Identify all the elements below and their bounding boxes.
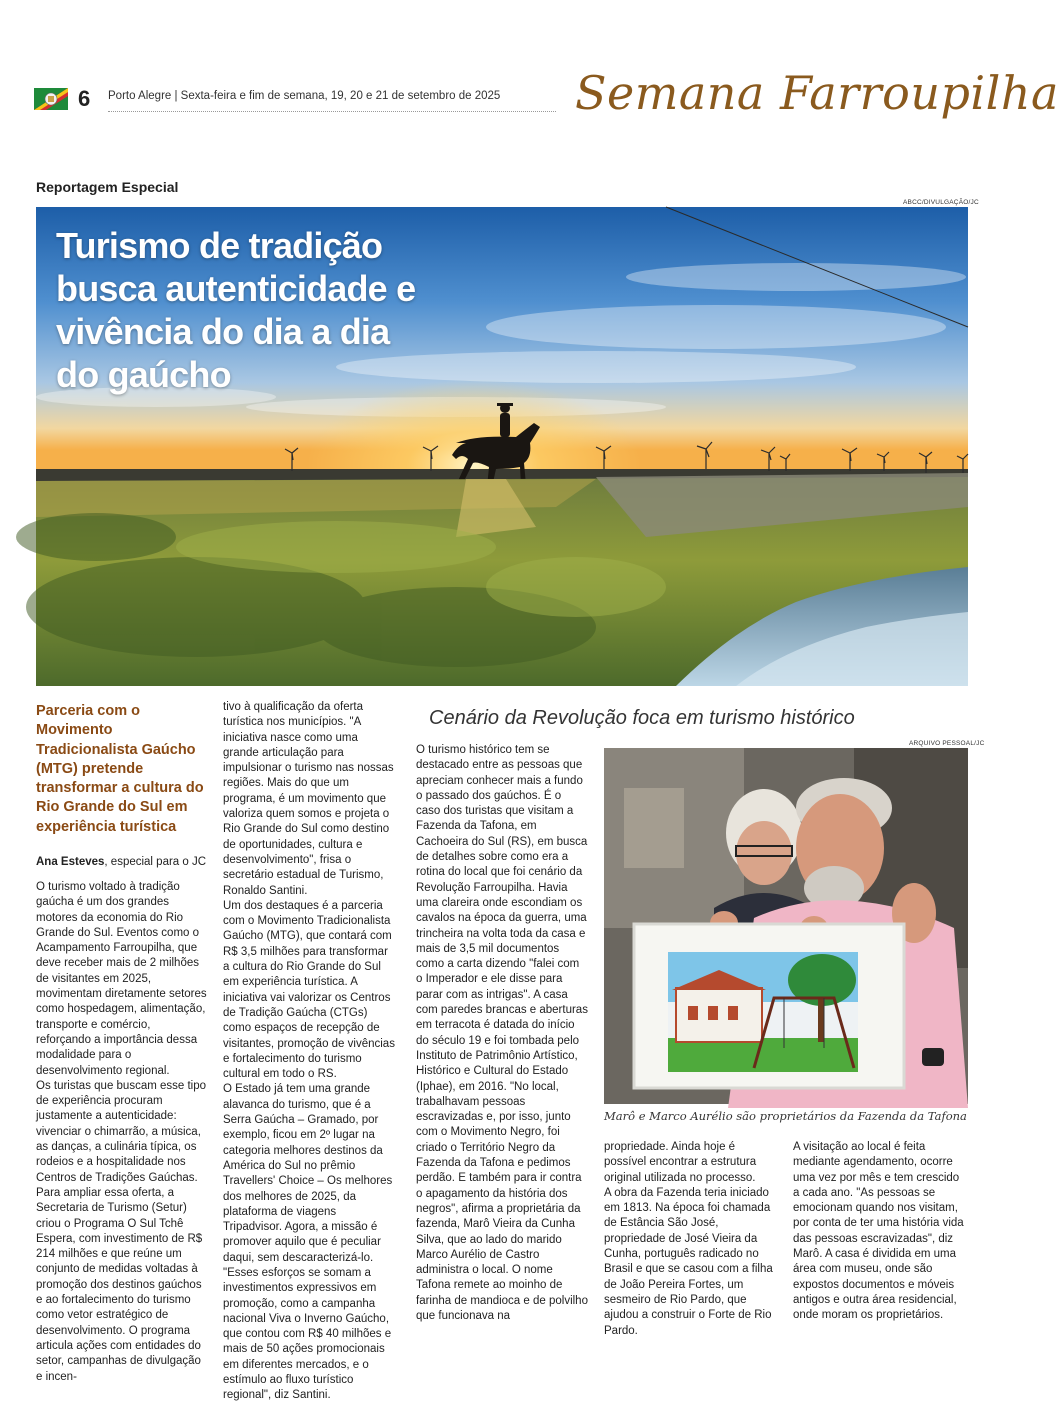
section-title: Semana Farroupilha [575,66,1059,120]
kicker: Reportagem Especial [36,179,179,195]
hero-photo-credit: ABCC/DIVULGAÇÃO/JC [903,199,979,206]
author-name: Ana Esteves [36,856,105,868]
photo-caption: Marô e Marco Aurélio são proprietários da Fazenda da Tafona [604,1109,967,1123]
photo-credit: ARQUIVO PESSOAL/JC [909,740,985,747]
couple-photo [604,748,968,1104]
article-column-1: O turismo voltado à tradição gaúcha é um dos grandes motores da economia do Rio Grande do Sul. Eventos como o Acampamento Farroupilha, que deve receber mais de 2 milhões de visitantes em 2025, movimentam diretamente setores como hospedagem, alimentação, transporte e comércio, reforçando a importância dessa modalidade para o desenvolvimento regional. Os turistas que buscam esse tipo de experiência procuram justamente a autenticidade: vivenciar o chimarrão, a música, as danças, a culinária típica, os rodeios e a hospitalidade nos Centros de Tradições Gaúchas. Para ampliar essa oferta, a Secretaria de Turismo (Setur) criou o Programa O Sul Tchê Espera, com investimento de R$ 214 milhões e que reúne um conjunto de medidas voltadas à promoção dos destinos gaúchos e ao fortalecimento do turismo como vetor estratégico de desenvolvimento. O programa articula ações com entidades do setor, campanhas de divulgação e incen- [36,881,207,1383]
article-column-3: O turismo histórico tem se destacado entre as pessoas que apreciam conhecer mais a fundo o passado dos gaúchos. É o caso dos turistas que visitam a Fazenda da Tafona, em Cachoeira do Sul (RS), em busca de detalhes sobre como era a rotina do local que foi cenário da Revolução Farroupilha. Havia uma clareira onde escondiam os cavalos na época da guerra, uma trincheira na volta toda da casa e mais de 3,5 mil documentos como a carta dizendo "falei com o Imperador e ele disse para parar com as intrigas". A casa com paredes brancas e aberturas em terracota é datada do início do século 19 e foi tombada pelo Instituto de Patrimônio Artístico, Histórico e Cultural do Estado (Iphae), em 2016. "No local, trabalhavam pessoas escravizadas e, por isso, junto com o Movimento Negro, foi criado o Território Negro da Fazenda da Tafona e pedimos perdão. E também para ir contra o apagamento da história dos negros", afirma a proprietária da fazenda, Marô Vieira da Cunha Silva, que ao lado do marido Marco Aurélio de Castro administra o local. O nome Tafona remete ao moinho de farinha de mandioca e de polvilho que funcionava na [416,744,588,1322]
article-column-5: A visitação ao local é feita mediante agendamento, ocorre uma vez por mês e tem crescido a cada ano. "As pessoas se emocionam quando nos visitam, por conta de ter uma história vida das pessoas escravizadas", diz Marô. A casa é dividida em uma área com museu, onde são expostos documentos e móveis antigos e outra área residencial, onde moram os proprietários. [793,1141,964,1322]
article-column-2: tivo à qualificação da oferta turística nos municípios. "A iniciativa nasce como uma grande articulação para impulsionar o turismo nas nossas regiões. Mais do que um programa, é um movimento que valoriza quem somos e projeta o Rio Grande do Sul como destino de oportunidades, cultura e desenvolvimento", frisa o secretário estadual de Turismo, Ronaldo Santini. Um dos destaques é a parceria com o Movimento Tradicionalista Gaúcho (MTG), que contará com R$ 3,5 milhões para transformar a cultura do Rio Grande do Sul em experiência turística. A iniciativa vai valorizar os Centros de Tradição Gaúcha (CTGs) como espaços de recepção de visitantes, promoção de vivências e fortalecimento do turismo cultural em todo o RS. O Estado já tem uma grande alavanca do turismo, que é a Serra Gaúcha – Gramado, por exemplo, ficou em 2º lugar na categoria melhores destinos da América do Sul no prêmio Travellers' Choice – Os melhores dos melhores de 2025, da plataforma de viagens Tripadvisor. Agora, a missão é promover aquilo que é peculiar daqui, sem descaracterizá-lo. "Esses esforços se somam a investimentos expressivos em promoção, como a campanha nacional Viva o Inverno Gaúcho, que contou com R$ 40 milhões e mais de 50 ações promocionais em diferentes mercados, e o estímulo ao fluxo turístico regional", diz Santini. [223,701,395,1402]
page-number: 6 [78,86,91,111]
rs-flag-icon [34,88,68,110]
lead: Parceria com o Movimento Tradicionalista Gaúcho (MTG) pretende transformar a cultura do Rio Grande do Sul em experiência turística [36,703,204,835]
author-suffix: , especial para o JC [104,856,207,868]
byline [36,856,216,868]
subhead: Cenário da Revolução foca em turismo histórico [429,707,855,729]
article-column-4: propriedade. Ainda hoje é possível encontrar a estrutura original utilizada no processo. A obra da Fazenda teria iniciado em 1813. Na época foi chamada de Estância São José, propriedade de José Vieira da Cunha, português radicado no Brasil e que se casou com a filha de João Pereira Fortes, um sesmeiro de Rio Pardo, que ajudou a construir o Forte de Rio Pardo. [604,1141,773,1337]
headline: Turismo de tradição busca autenticidade e vivência do dia a dia do gaúcho [56,225,416,395]
dateline: Porto Alegre | Sexta-feira e fim de semana, 19, 20 e 21 de setembro de 2025 [108,90,501,102]
header-divider [108,111,556,112]
